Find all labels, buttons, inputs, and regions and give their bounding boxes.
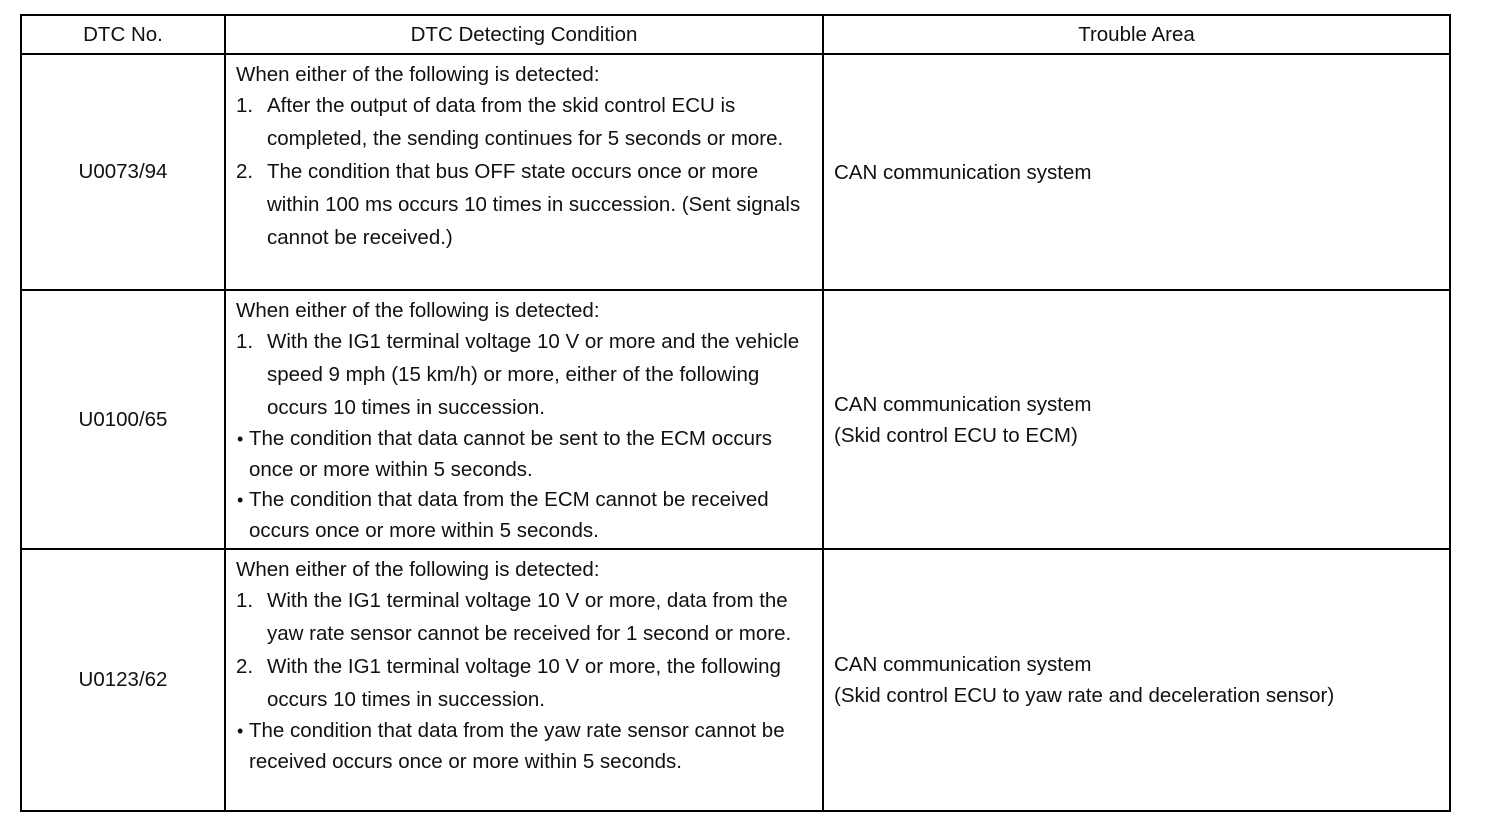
trouble-area-line: CAN communication system (834, 160, 1092, 184)
header-trouble-area: Trouble Area (823, 15, 1450, 54)
bullet-text: The condition that data from the ECM cannot be received occurs once or more within 5 seconds. (249, 488, 769, 542)
item-number: 1. (236, 589, 254, 612)
numbered-item (236, 89, 810, 155)
item-number: 1. (236, 94, 254, 117)
trouble-area-line: CAN communication system (834, 653, 1092, 676)
table-row (21, 290, 1450, 549)
item-text: With the IG1 terminal voltage 10 V or more, data from the yaw rate sensor cannot be received for 1 second or more. (267, 589, 792, 645)
header-dtc-no: DTC No. (21, 15, 225, 54)
table-row (21, 549, 1450, 811)
bullet-item (236, 485, 810, 546)
numbered-item (236, 155, 810, 254)
condition-intro: When either of the following is detected: (236, 558, 600, 581)
bullet-icon: • (237, 490, 244, 510)
dtc-code: U0100/65 (21, 290, 225, 549)
bullet-item (236, 424, 810, 485)
item-text: With the IG1 terminal voltage 10 V or more, the following occurs 10 times in succession. (267, 655, 781, 711)
dtc-code: U0123/62 (21, 549, 225, 811)
condition-cell (225, 54, 823, 290)
dtc-code: U0073/94 (21, 54, 225, 290)
numbered-item (236, 584, 810, 650)
table-row (21, 54, 1450, 290)
item-number: 2. (236, 655, 254, 678)
item-text: The condition that bus OFF state occurs once or more within 100 ms occurs 10 times in succession. (Sent signals cannot be received.) (267, 160, 801, 249)
bullet-text: The condition that data from the yaw rate sensor cannot be received occurs once or more within 5 seconds. (249, 719, 785, 773)
trouble-area-line: (Skid control ECU to yaw rate and deceleration sensor) (834, 684, 1335, 707)
trouble-area-cell (823, 290, 1450, 549)
trouble-area-cell (823, 54, 1450, 290)
bullet-text: The condition that data cannot be sent to the ECM occurs once or more within 5 seconds. (249, 427, 773, 481)
dtc-table (20, 14, 1451, 812)
condition-cell (225, 549, 823, 811)
bullet-item (236, 716, 810, 777)
item-number: 2. (236, 160, 254, 183)
condition-cell (225, 290, 823, 549)
trouble-area-line: (Skid control ECU to ECM) (834, 423, 1078, 447)
header-condition: DTC Detecting Condition (225, 15, 823, 54)
condition-intro: When either of the following is detected: (236, 63, 600, 86)
trouble-area-line: CAN communication system (834, 392, 1092, 416)
bullet-icon: • (237, 429, 244, 449)
item-text: With the IG1 terminal voltage 10 V or more and the vehicle speed 9 mph (15 km/h) or more, either of the following occurs 10 times in succession. (267, 330, 800, 419)
header-row (21, 15, 1450, 54)
item-text: After the output of data from the skid control ECU is completed, the sending continues for 5 seconds or more. (267, 94, 784, 150)
item-number: 1. (236, 330, 254, 353)
numbered-item (236, 650, 810, 716)
bullet-icon: • (237, 721, 244, 741)
numbered-item (236, 325, 810, 424)
trouble-area-cell (823, 549, 1450, 811)
condition-intro: When either of the following is detected: (236, 299, 600, 322)
